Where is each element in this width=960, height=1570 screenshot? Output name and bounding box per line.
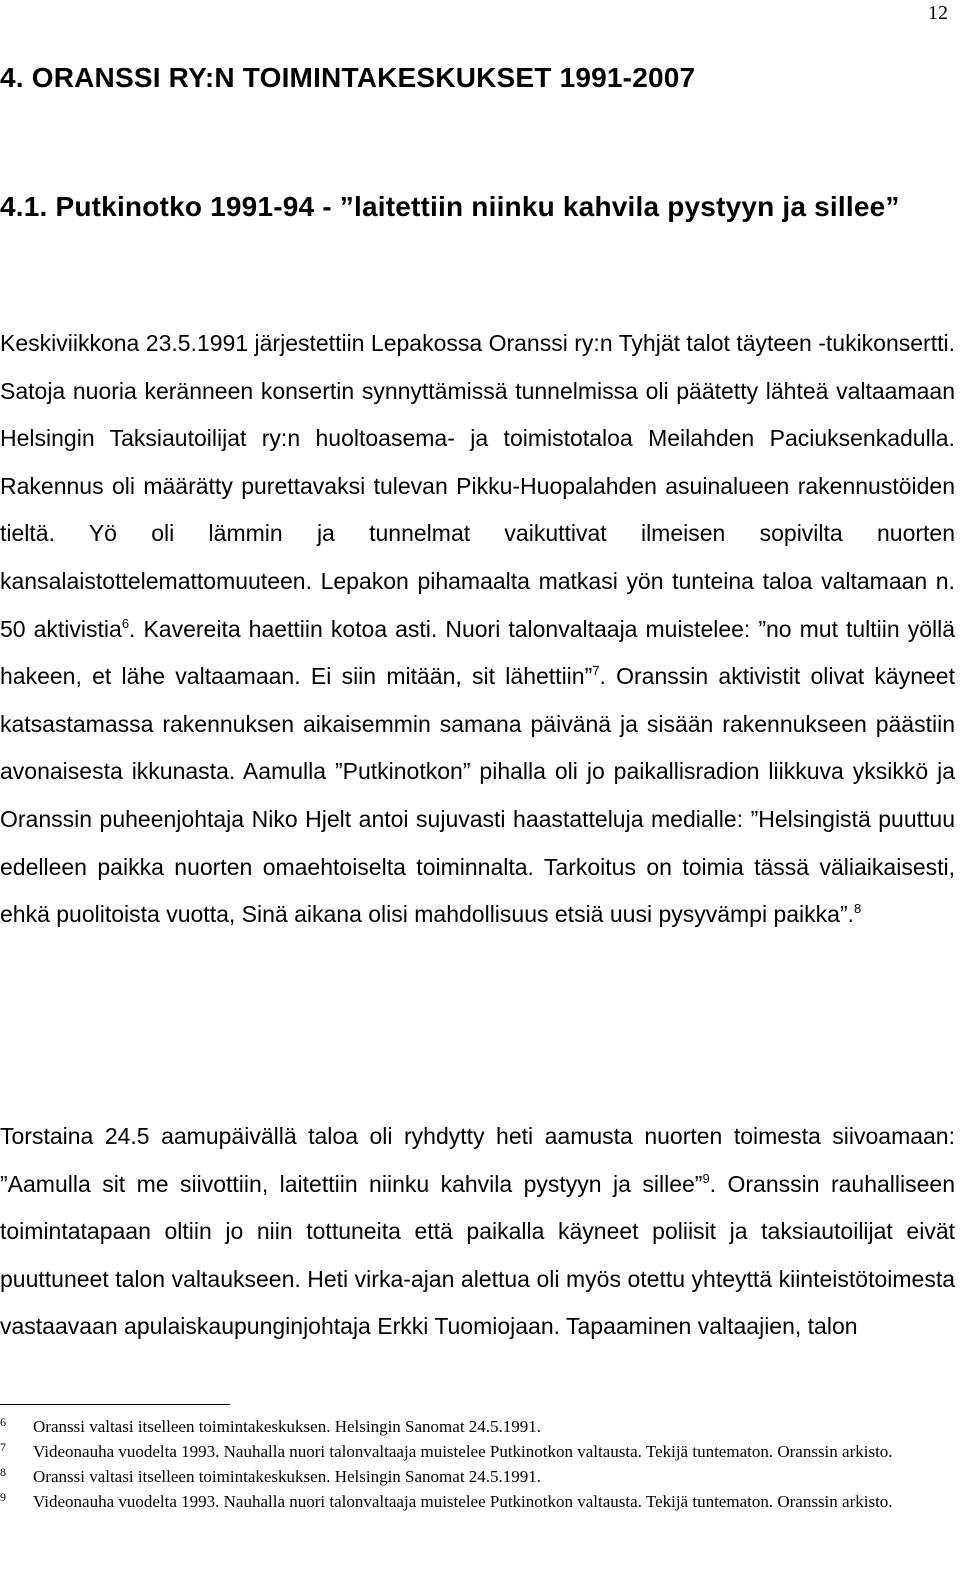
paragraph-text: . Oranssin aktivistit olivat käyneet katsastamassa rakennuksen aikaisemmin samana päivänä ja sisään rakennukseen päästiin avonaisesta ikkunasta. Aamulla ”Putkinotkon” pihalla oli jo paikallisradion liikkuva yksikkö ja Oranssin puheenjohtaja Niko Hjelt antoi sujuvasti haastatteluja medialle: ”Helsingistä puuttuu edelleen paikka nuorten omaehtoiselta toiminnalta. Tarkoitus on toimia tässä väliaikaisesti, ehkä puolitoista vuotta, Sinä aikana olisi mahdollisuus etsiä uusi pysyvämpi paikka”.: [0, 663, 955, 928]
footnote-number: 7: [0, 1440, 6, 1454]
footnote-ref-7[interactable]: 7: [592, 663, 600, 679]
page-number: 12: [928, 2, 948, 24]
paragraph-text: Torstaina 24.5 aamupäivällä taloa oli ryhdytty heti aamusta nuorten toimesta siivoamaan: ”Aamulla sit me siivottiin, laitettiin niinku kahvila pystyyn ja sillee”: [0, 1123, 955, 1197]
paragraph-text: . Kavereita haettiin kotoa asti. Nuori talonvaltaaja muistelee: ”no mut tultiin yöllä hakeen, et lähe valtaamaan. Ei siin mitään, sit lähettiin”: [0, 615, 955, 690]
body-paragraph-2: [0, 1113, 955, 1351]
footnote-ref-8[interactable]: 8: [854, 901, 862, 917]
section-title: 4.1. Putkinotko 1991-94 - ”laitettiin niinku kahvila pystyyn ja sillee”: [0, 191, 900, 222]
footnote-6: [0, 1414, 955, 1439]
footnote-number: 8: [0, 1465, 6, 1479]
footnote-ref-9[interactable]: 9: [702, 1170, 710, 1186]
footnote-text: Videonauha vuodelta 1993. Nauhalla nuori talonvaltaaja muistelee Putkinotkon valtausta. Tekijä tuntematon. Oranssin arkisto.: [33, 1492, 893, 1511]
footnote-number: 9: [0, 1490, 6, 1504]
footnote-number: 6: [0, 1415, 6, 1429]
footnote-separator: [0, 1404, 230, 1405]
footnote-text: Oranssi valtasi itselleen toimintakeskuksen. Helsingin Sanomat 24.5.1991.: [33, 1467, 542, 1486]
footnote-9: [0, 1489, 955, 1514]
footnote-8: [0, 1464, 955, 1489]
chapter-title: 4. ORANSSI RY:N TOIMINTAKESKUKSET 1991-2007: [0, 62, 696, 93]
footnote-ref-6[interactable]: 6: [121, 615, 130, 631]
paragraph-text: . Oranssin rauhalliseen toimintatapaan oltiin jo niin tottuneita että paikalla käyneet poliisit ja taksiautoilijat eivät puuttuneet talon valtaukseen. Heti virka-ajan alettua oli myös otettu yhteyttä kiinteistötoimesta vastaavaan apulaiskaupunginjohtaja Erkki Tuomiojaan. Tapaaminen valtaajien, talon: [0, 1170, 955, 1340]
body-paragraph-1: [0, 320, 955, 939]
footnote-text: Oranssi valtasi itselleen toimintakeskuksen. Helsingin Sanomat 24.5.1991.: [33, 1417, 542, 1436]
paragraph-text: Keskiviikkona 23.5.1991 järjestettiin Lepakossa Oranssi ry:n Tyhjät talot täyteen -tukikonsertti. Satoja nuoria keränneen konsertin synnyttämissä tunnelmissa oli päätetty lähteä valtaamaan Helsingin Taksiautoilijat ry:n huoltoasema- ja toimistotaloa Meilahden Paciuksenkadulla. Rakennus oli määrätty purettavaksi tulevan Pikku-Huopalahden asuinalueen rakennustöiden tieltä. Yö oli lämmin ja tunnelmat vaikuttivat ilmeisen sopivilta nuorten kansalaistottelemattomuuteen. Lepakon pihamaalta matkasi yön tunteina taloa valtamaan n. 50 aktivistia: [0, 330, 955, 642]
footnote-7: [0, 1439, 955, 1464]
footnote-text: Videonauha vuodelta 1993. Nauhalla nuori talonvaltaaja muistelee Putkinotkon valtausta. Tekijä tuntematon. Oranssin arkisto.: [33, 1442, 893, 1461]
footnotes-list: [0, 1414, 955, 1514]
